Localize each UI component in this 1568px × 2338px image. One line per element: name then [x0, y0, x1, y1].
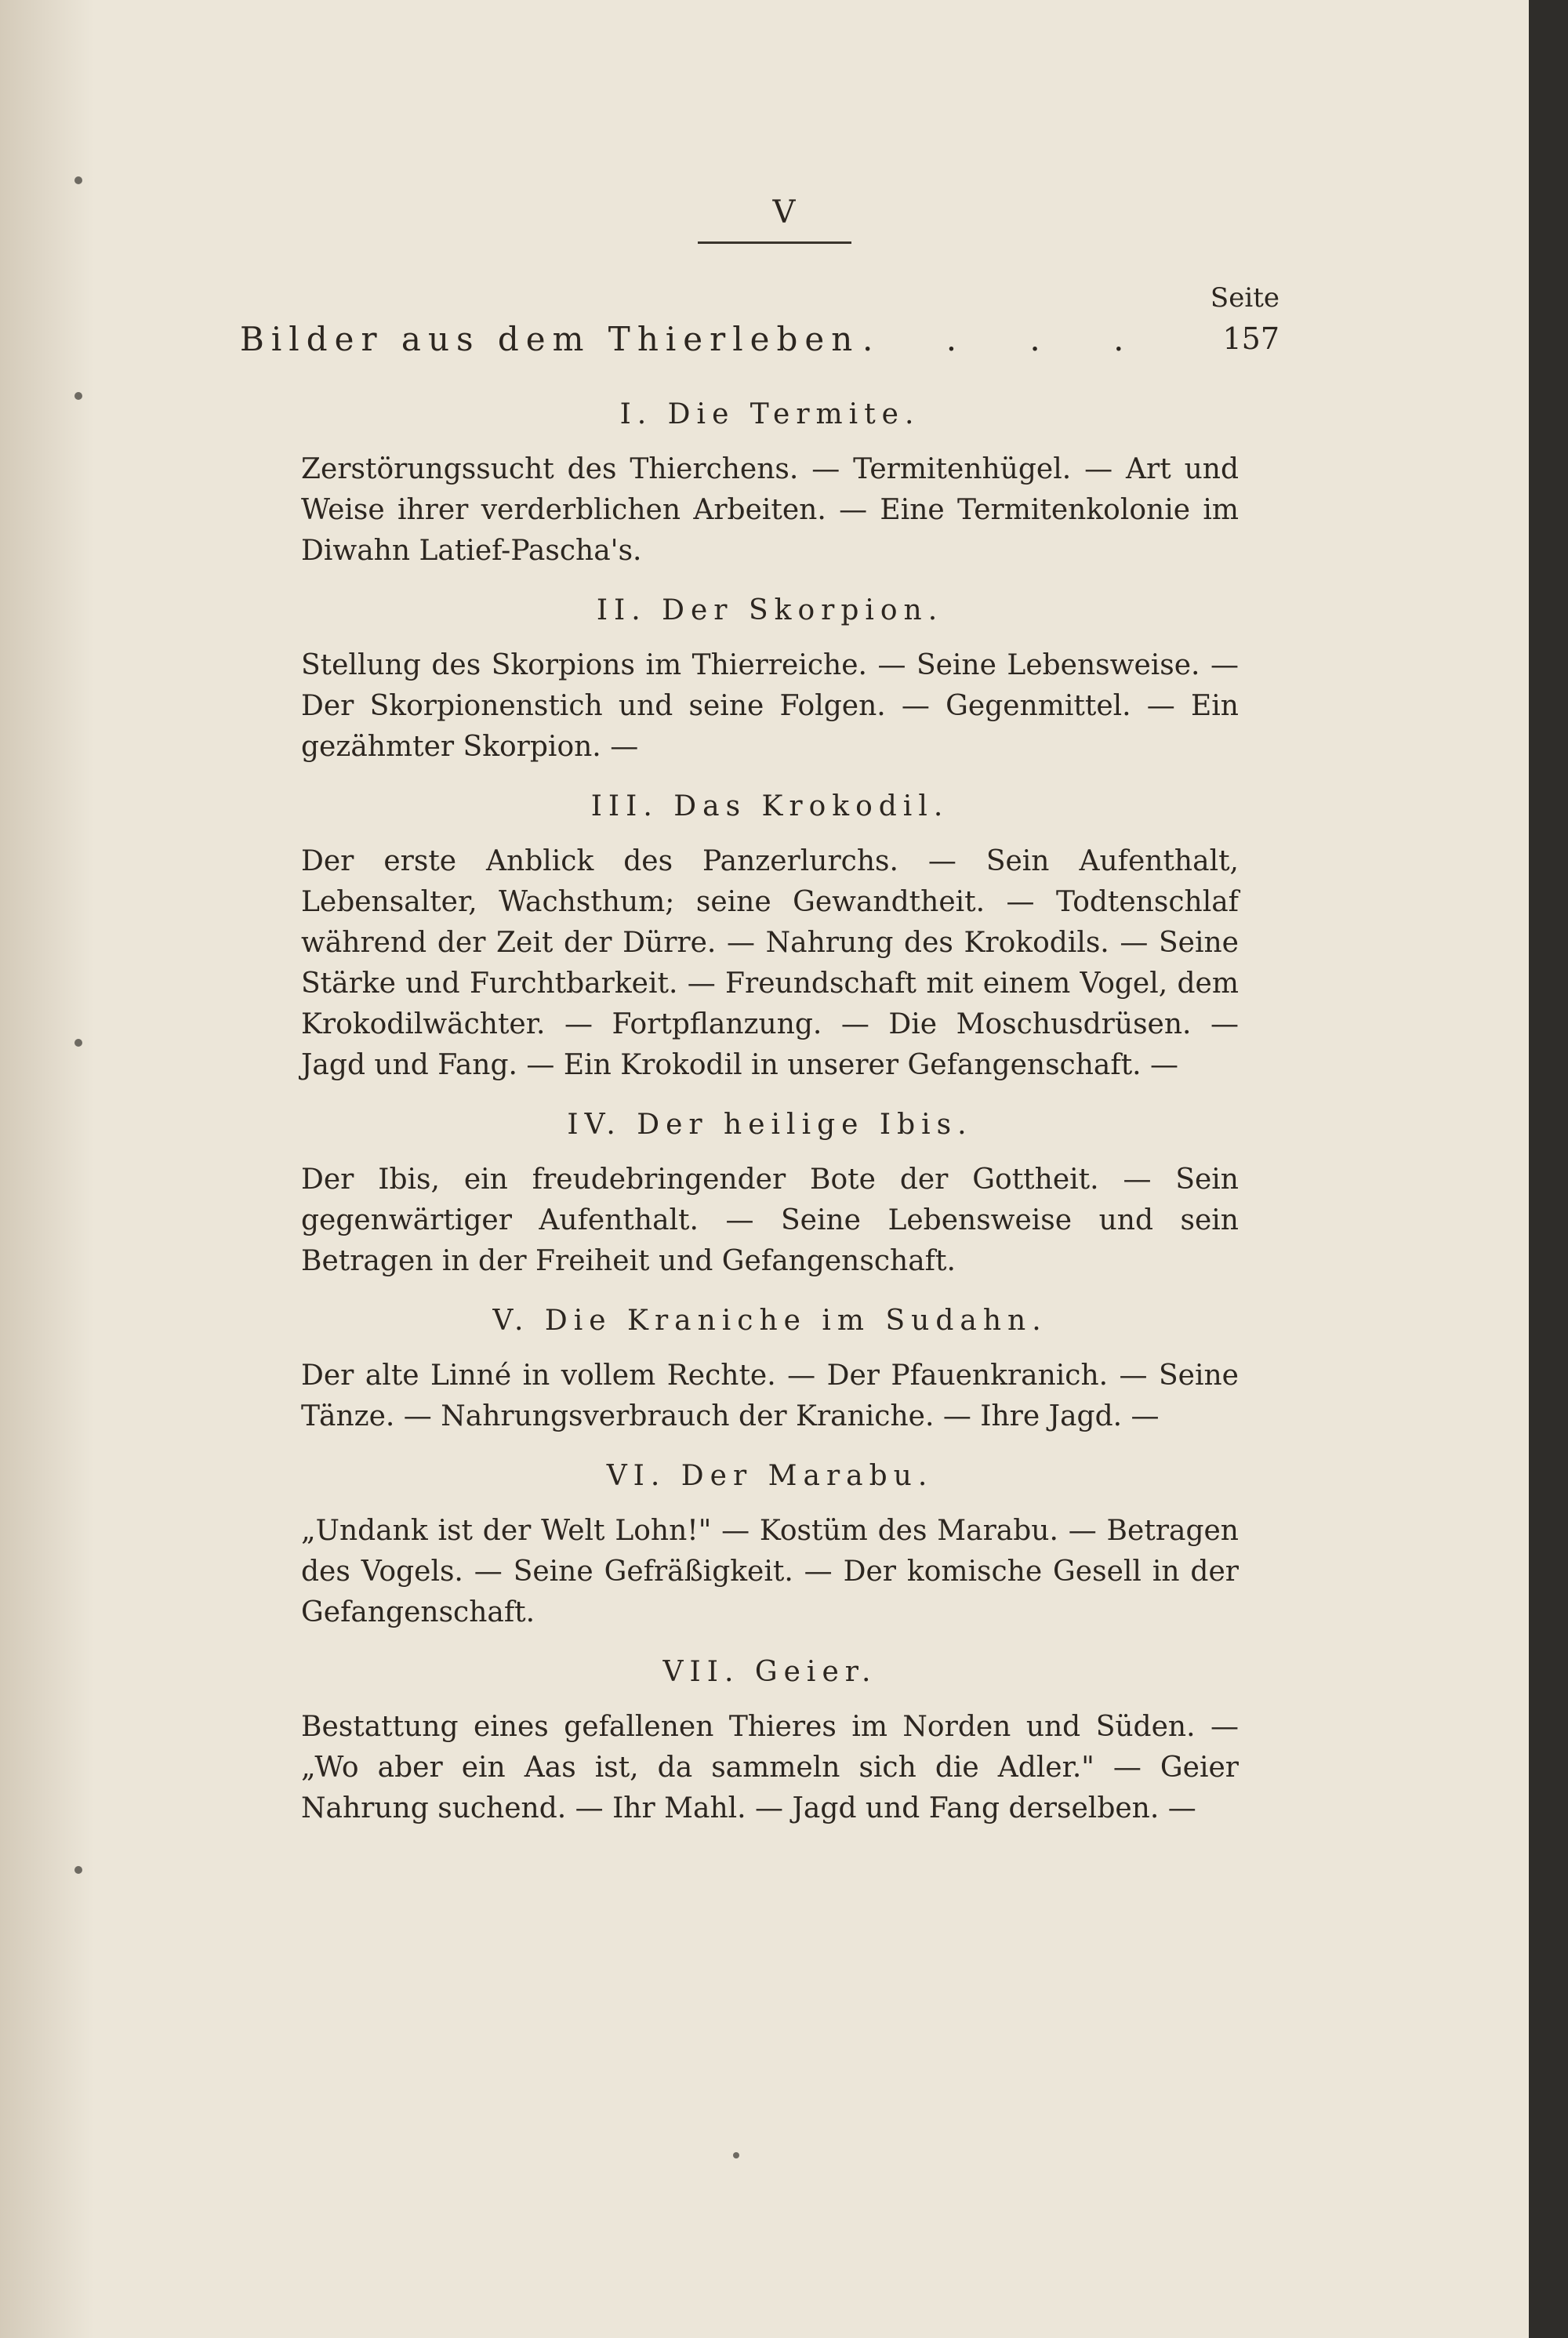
chapter-entry [301, 1106, 1239, 1282]
binding-hole-mark [74, 1866, 82, 1874]
section-title: Bilder aus dem Thierleben [240, 320, 860, 358]
chapter-entry [301, 1458, 1239, 1633]
chapter-summary: Der alte Linné in vollem Rechte. — Der Pfauenkranich. — Seine Tänze. — Nahrungsverbrauch der Kraniche. — Ihre Jagd. — [301, 1360, 1239, 1432]
chapter-entry [301, 1302, 1239, 1437]
binding-hole-mark [74, 392, 82, 400]
chapter-summary: Der erste Anblick des Panzerlurchs. — Sein Aufenthalt, Lebensalter, Wachsthum; seine Gewandtheit. — Todtenschlaf während der Zeit der Dürre. — Nahrung des Krokodils. — Seine Stärke und Furchtbarkeit. — Freundschaft mit einem Vogel, dem Krokodilwächter. — Fortpflanzung. — Die Moschusdrüsen. — Jagd und Fang. — Ein Krokodil in unserer Gefangenschaft. — [301, 845, 1239, 1081]
chapter-heading: V. Die Kraniche im Sudahn. [492, 1305, 1047, 1337]
chapter-summary: Stellung des Skorpions im Thierreiche. — Seine Lebensweise. — Der Skorpionenstich und seine Folgen. — Gegenmittel. — Ein gezähmter Skorpion. — [301, 649, 1239, 763]
binding-hole-mark [74, 176, 82, 184]
binding-hole-mark [733, 2152, 739, 2158]
chapter-summary: Bestattung eines gefallenen Thieres im Norden und Süden. — „Wo aber ein Aas ist, da sammeln sich die Adler." — Geier Nahrung suchend. — Ihr Mahl. — Jagd und Fang derselben. — [301, 1711, 1239, 1824]
chapter-summary: Zerstörungssucht des Thierchens. — Termitenhügel. — Art und Weise ihrer verderblichen Arbeiten. — Eine Termitenkolonie im Diwahn Latief-Pascha's. [301, 453, 1239, 567]
leader-dots: . . . . [862, 320, 1156, 358]
chapter-heading: II. Der Skorpion. [596, 594, 944, 626]
chapter-heading: VII. Geier. [662, 1656, 877, 1688]
chapter-entry [301, 1654, 1239, 1829]
book-spine [1529, 0, 1568, 2338]
chapter-summary: „Undank ist der Welt Lohn!" — Kostüm des Marabu. — Betragen des Vogels. — Seine Gefräßigkeit. — Der komische Gesell in der Gefangenschaft. [301, 1515, 1239, 1628]
page-number: V [772, 194, 796, 231]
chapter-heading: VI. Der Marabu. [606, 1460, 934, 1492]
chapter-heading: III. Das Krokodil. [590, 790, 949, 822]
header-rule [698, 241, 851, 244]
chapter-heading: IV. Der heilige Ibis. [567, 1109, 973, 1141]
chapter-entry [301, 396, 1239, 572]
seite-label: Seite [1210, 282, 1279, 314]
chapter-entry [301, 788, 1239, 1086]
chapter-entry [301, 592, 1239, 768]
chapter-summary: Der Ibis, ein freudebringender Bote der Gottheit. — Sein gegenwärtiger Aufenthalt. — Seine Lebensweise und sein Betragen in der Freiheit und Gefangenschaft. [301, 1164, 1239, 1277]
section-page-number: 157 [1222, 321, 1279, 356]
binding-hole-mark [74, 1039, 82, 1047]
chapter-heading: I. Die Termite. [619, 398, 920, 430]
table-of-contents [301, 396, 1239, 1850]
